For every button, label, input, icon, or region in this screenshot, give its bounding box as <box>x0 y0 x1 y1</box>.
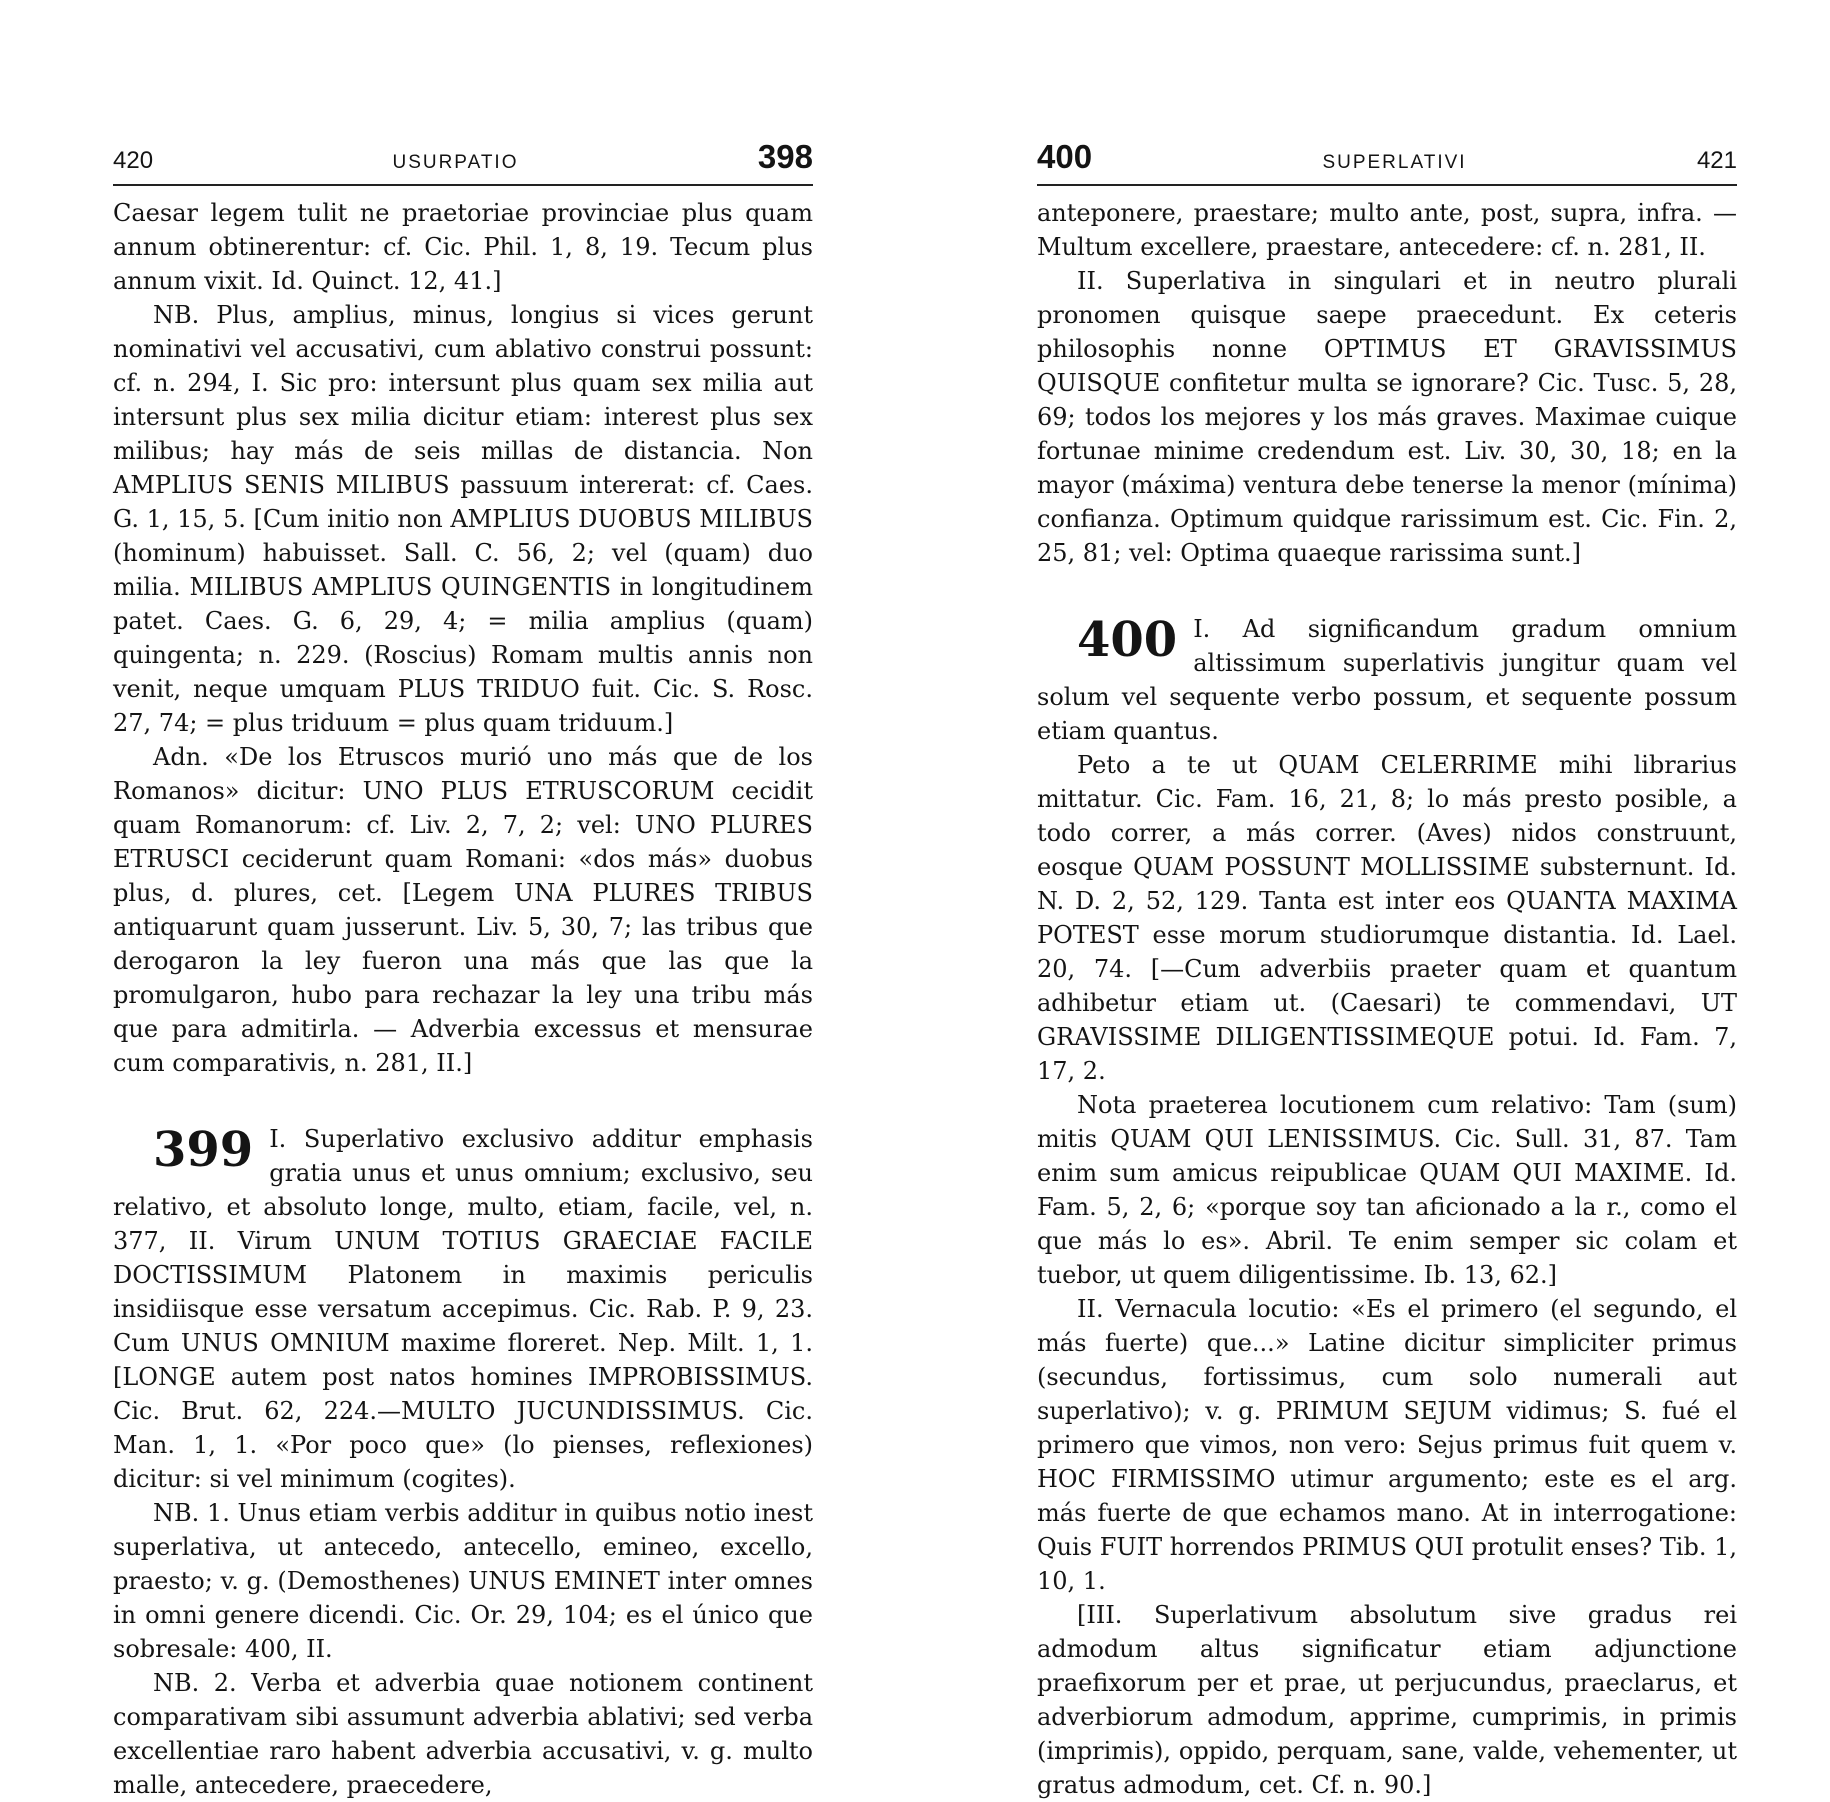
section-number: 400 <box>1077 612 1178 668</box>
left-running-head <box>113 140 813 186</box>
right-running-title: SUPERLATIVI <box>1322 152 1467 173</box>
paragraph: Peto a te ut QUAM CELERRIME mihi librarius mittatur. Cic. Fam. 16, 21, 8; lo más presto posible, a todo correr, a más correr. (Aves) nidos construunt, eosque QUAM POSSUNT MOLLISSIME substernunt. Id. N. D. 2, 52, 129. Tanta est inter eos QUANTA MAXIMA POTEST esse morum studiorumque distantia. Id. Lael. 20, 74. [—Cum adverbiis praeter quam et quantum adhibetur etiam ut. (Caesari) te commendavi, UT GRAVISSIME DILIGENTISSIMEQUE potui. Id. Fam. 7, 17, 2. <box>1037 751 1737 1085</box>
right-page-number: 421 <box>1696 147 1737 174</box>
right-running-head <box>1037 140 1737 186</box>
paragraph: Adn. «De los Etruscos murió uno más que de los Romanos» dicitur: UNO PLUS ETRUSCORUM cecidit quam Romanorum: cf. Liv. 2, 7, 2; vel: UNO PLURES ETRUSCI ceciderunt quam Romani: «dos más» duobus plus, d. plures, cet. [Legem UNA PLURES TRIBUS antiquarunt quam jusserunt. Liv. 5, 30, 7; las tribus que derogaron la ley fueron una más que las que la promulgaron, hubo para rechazar la ley una tribu más que para admitirla. — Adverbia excessus et mensurae cum comparativis, n. 281, II.] <box>113 743 813 1077</box>
paragraph: [III. Superlativum absolutum sive gradus rei admodum altus significatur etiam adjunctione praefixorum per et prae, ut perjucundus, praeclarus, et adverbiorum admodum, apprime, cumprimis, in primis (imprimis), oppido, perquam, sane, valde, vehementer, ut gratus admodum, cet. Cf. n. 90.] <box>1037 1601 1737 1799</box>
paragraph: anteponere, praestare; multo ante, post, supra, infra. — Multum excellere, praestare, antecedere: cf. n. 281, II. <box>1037 199 1737 261</box>
left-section-ref: 398 <box>757 138 813 175</box>
paragraph: NB. Plus, amplius, minus, longius si vices gerunt nominativi vel accusativi, cum ablativo construi possunt: cf. n. 294, I. Sic pro: intersunt plus quam sex milia aut intersunt plus sex milia dicitur etiam: interest plus sex milibus; hay más de seis millas de distancia. Non AMPLIUS SENIS MILIBUS passuum intererat: cf. Caes. G. 1, 15, 5. [Cum initio non AMPLIUS DUOBUS MILIBUS (hominum) habuisset. Sall. C. 56, 2; vel (quam) duo milia. MILIBUS AMPLIUS QUINGENTIS in longitudinem patet. Caes. G. 6, 29, 4; = milia amplius (quam) quingenta; n. 229. (Roscius) Romam multis annis non venit, neque umquam PLUS TRIDUO fuit. Cic. S. Rosc. 27, 74; = plus triduum = plus quam triduum.] <box>113 301 813 737</box>
right-page <box>1037 140 1737 1802</box>
paragraph: I. Ad significandum gradum omnium altissimum superlativis jungitur quam vel solum vel sequente verbo possum, et sequente possum etiam quantus. <box>1037 615 1737 745</box>
left-page <box>113 140 813 1802</box>
left-running-title: USURPATIO <box>392 152 519 173</box>
paragraph: NB. 1. Unus etiam verbis additur in quibus notio inest superlativa, ut antecedo, antecello, emineo, excello, praesto; v. g. (Demosthenes) UNUS EMINET inter omnes in omni genere dicendi. Cic. Or. 29, 104; es el único que sobresale: 400, II. <box>113 1499 813 1663</box>
section-number: 399 <box>153 1122 254 1178</box>
section-400 <box>1037 612 1737 1802</box>
paragraph: II. Vernacula locutio: «Es el primero (el segundo, el más fuerte) que...» Latine dicitur simpliciter primus (secundus, fortissimus, cum solo numerali aut superlativo); v. g. PRIMUM SEJUM vidimus; S. fué el primero que vimos, non vero: Sejus primus fuit quem v. HOC FIRMISSIMO utimur argumento; este es el arg. más fuerte de que echamos mano. At in interrogatione: Quis FUIT horrendos PRIMUS QUI protulit enses? Tib. 1, 10, 1. <box>1037 1295 1737 1595</box>
paragraph: NB. 2. Verba et adverbia quae notionem continent comparativam sibi assumunt adverbia ablativi; sed verba excellentiae raro habent adverbia accusativi, v. g. multo malle, antecedere, praecedere, <box>113 1669 813 1799</box>
paragraph: I. Superlativo exclusivo additur emphasis gratia unus et unus omnium; exclusivo, seu relativo, et absoluto longe, multo, etiam, facile, vel, n. 377, II. Virum UNUM TOTIUS GRAECIAE FACILE DOCTISSIMUM Platonem in maximis periculis insidiisque esse versatum accepimus. Cic. Rab. P. 9, 23. Cum UNUS OMNIUM maxime floreret. Nep. Milt. 1, 1. [LONGE autem post natos homines IMPROBISSIMUS. Cic. Brut. 62, 224.—MULTO JUCUNDISSIMUS. Cic. Man. 1, 1. «Por poco que» (lo pienses, reflexiones) dicitur: si vel minimum (cogites). <box>113 1125 813 1493</box>
paragraph: Nota praeterea locutionem cum relativo: Tam (sum) mitis QUAM QUI LENISSIMUS. Cic. Sull. 31, 87. Tam enim sum amicus reipublicae QUAM QUI MAXIME. Id. Fam. 5, 2, 6; «porque soy tan aficionado a la r., como el que más lo es». Abril. Te enim semper sic colam et tuebor, ut quem diligentissime. Ib. 13, 62.] <box>1037 1091 1737 1289</box>
paragraph: II. Superlativa in singulari et in neutro plurali pronomen quisque saepe praecedunt. Ex ceteris philosophis nonne OPTIMUS ET GRAVISSIMUS QUISQUE confitetur multa se ignorare? Cic. Tusc. 5, 28, 69; todos los mejores y los más graves. Maximae cuique fortunae minime credendum est. Liv. 30, 30, 18; en la mayor (máxima) ventura debe tenerse la menor (mínima) confianza. Optimum quidque rarissimum est. Cic. Fin. 2, 25, 81; vel: Optima quaeque rarissima sunt.] <box>1037 267 1737 567</box>
left-page-number: 420 <box>113 147 154 174</box>
right-section-ref: 400 <box>1037 138 1093 175</box>
section-399 <box>113 1122 813 1802</box>
paragraph: Caesar legem tulit ne praetoriae provinciae plus quam annum obtinerentur: cf. Cic. Phil. 1, 8, 19. Tecum plus annum vixit. Id. Quinct. 12, 41.] <box>113 199 813 295</box>
